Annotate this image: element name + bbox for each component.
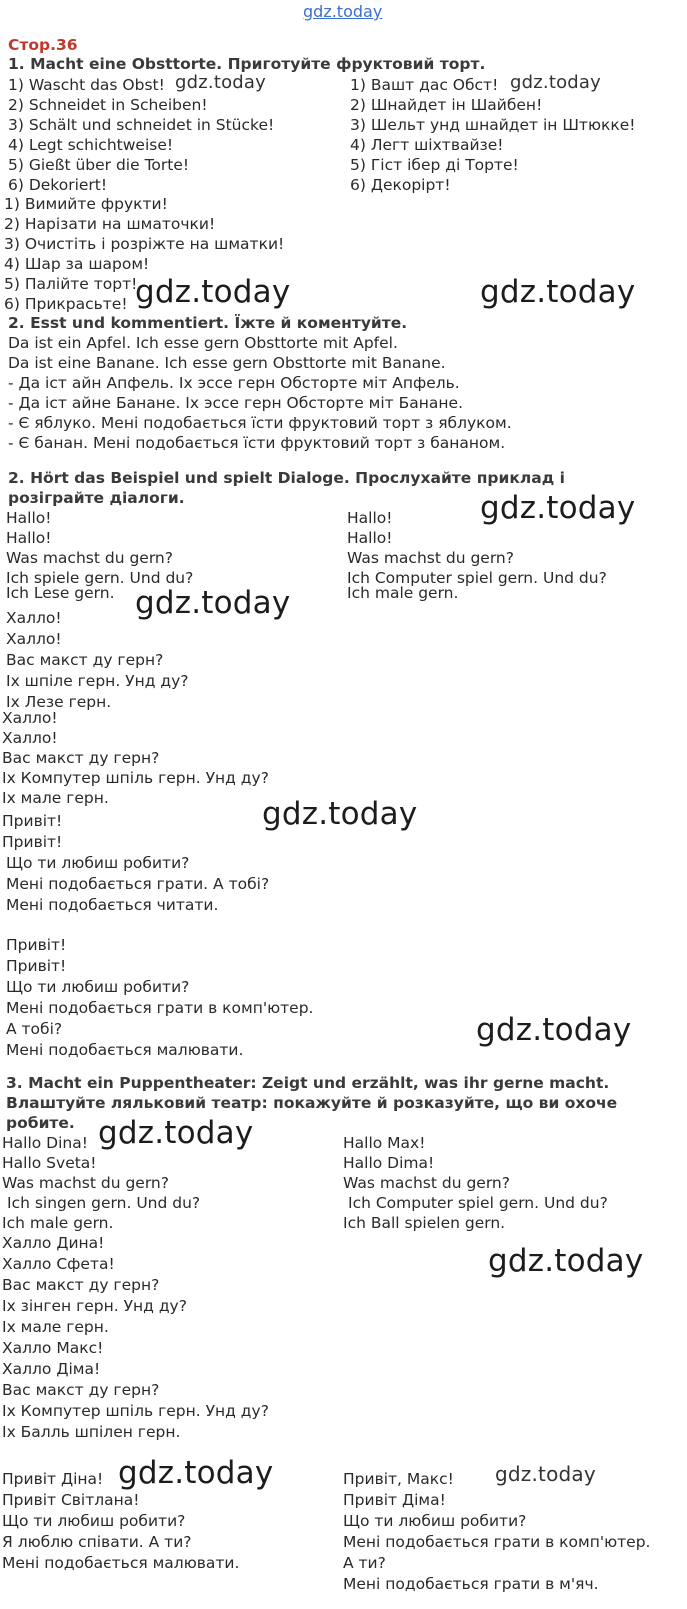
watermark: gdz.today xyxy=(135,585,291,621)
dialogue-line: Was machst du gern? xyxy=(343,1174,510,1192)
dialogue-1-transliteration xyxy=(6,608,189,713)
list-item: 1) Wascht das Obst! xyxy=(8,76,165,94)
dialogue-line: Hallo! xyxy=(6,509,52,527)
dialogue-line: Що ти любиш робити? xyxy=(6,978,190,996)
list-item: 6) Dekoriert! xyxy=(8,176,108,194)
title-line: розіграйте діалоги. xyxy=(8,489,185,507)
exercise-1-transliteration-list xyxy=(350,75,636,195)
dialogue-line: А ти? xyxy=(343,1554,386,1572)
dialogue-line: Ich Computer spiel gern. Und du? xyxy=(348,1194,608,1212)
dialogue-line: Ich spiele gern. Und du? xyxy=(6,569,194,587)
dialogue-line: Мені подобається малювати. xyxy=(2,1554,240,1572)
dialogue-line: Ich Computer spiel gern. Und du? xyxy=(347,569,607,587)
list-item: 5) Gießt über die Torte! xyxy=(8,156,190,174)
dialogue-line: Ich male gern. xyxy=(347,584,459,602)
title-line: робите. xyxy=(6,1114,75,1132)
list-item: 6) Декорірт! xyxy=(350,176,451,194)
dialogue-4-german xyxy=(343,1133,608,1233)
dialogue-4-transliteration xyxy=(2,1338,269,1443)
page-label: Стор.36 xyxy=(8,36,78,54)
dialogue-line: Халло! xyxy=(6,630,62,648)
dialogue-line: Мені подобається грати в м'яч. xyxy=(343,1575,599,1593)
dialogue-line: Ich Lese gern. xyxy=(6,584,115,602)
list-item: 2) Нарізати на шматочки! xyxy=(4,215,216,233)
dialogue-line: Was machst du gern? xyxy=(6,549,173,567)
title-line: Влаштуйте ляльковий театр: покажуйте й розказуйте, що ви охоче xyxy=(6,1094,618,1112)
list-item: 1) Вашт дас Обст! xyxy=(350,76,499,94)
dialogue-line: Hallo Dina! xyxy=(2,1134,88,1152)
dialogue-line: Вас макст ду герн? xyxy=(2,749,160,767)
dialogue-1-ukrainian xyxy=(2,811,269,916)
exercise-1-title: 1. Macht eine Obsttorte. Приготуйте фруктовий торт. xyxy=(8,55,486,73)
list-item: 4) Шар за шаром! xyxy=(4,255,150,273)
title-line: 3. Macht ein Puppentheater: Zeigt und erzählt, was ihr gerne macht. xyxy=(6,1074,610,1092)
list-item: 2) Schneidet in Scheiben! xyxy=(8,96,208,114)
watermark: gdz.today xyxy=(480,274,636,310)
dialogue-line: Ich singen gern. Und du? xyxy=(7,1194,201,1212)
dialogue-line: Hallo! xyxy=(347,529,393,547)
dialogue-line: Халло! xyxy=(6,609,62,627)
dialogue-2-ukrainian xyxy=(6,935,313,1061)
dialogue-line: Hallo Max! xyxy=(343,1134,426,1152)
dialogue-3-transliteration xyxy=(2,1233,187,1338)
dialogue-line: Was machst du gern? xyxy=(347,549,514,567)
dialogue-line: Привіт Діма! xyxy=(343,1491,446,1509)
dialogue-line: Hallo Sveta! xyxy=(2,1154,97,1172)
dialogue-line: Що ти любиш робити? xyxy=(343,1512,527,1530)
dialogue-line: Вас макст ду герн? xyxy=(2,1381,160,1399)
dialogue-line: Привіт! xyxy=(2,833,63,851)
watermark: gdz.today xyxy=(476,1012,632,1048)
exercise-1-german-list xyxy=(8,75,274,195)
dialogue-line: Іх Лезе герн. xyxy=(6,693,112,711)
dialogue-line: Халло! xyxy=(2,729,58,747)
watermark: gdz.today xyxy=(510,72,602,93)
list-item: 6) Прикрасьте! xyxy=(4,295,128,313)
exercise-2-title: 2. Esst und kommentiert. Їжте й коментуйте. xyxy=(8,314,408,332)
text-line: Da ist eine Banane. Ich esse gern Obsttorte mit Banane. xyxy=(8,354,446,372)
dialogue-line: Халло Макс! xyxy=(2,1339,104,1357)
dialogue-line: Вас макст ду герн? xyxy=(2,1276,160,1294)
dialogue-line: Що ти любиш робити? xyxy=(2,1512,186,1530)
dialogue-line: А тобі? xyxy=(6,1020,63,1038)
dialogue-line: Я люблю співати. А ти? xyxy=(2,1533,192,1551)
text-line: - Є яблуко. Мені подобається їсти фруктовий торт з яблуком. xyxy=(8,414,512,432)
list-item: 4) Легт шіхтвайзе! xyxy=(350,136,504,154)
dialogue-line: Халло Дина! xyxy=(2,1234,105,1252)
dialogue-line: Іх мале герн. xyxy=(2,1318,109,1336)
dialogue-line: Привіт! xyxy=(2,812,63,830)
dialogue-line: Привіт! xyxy=(6,936,67,954)
list-item: 2) Шнайдет ін Шайбен! xyxy=(350,96,543,114)
watermark: gdz.today xyxy=(495,1462,596,1486)
dialogue-line: Ich Ball spielen gern. xyxy=(343,1214,506,1232)
exercise-2-lines xyxy=(8,333,512,453)
dialogue-line: Hallo Dima! xyxy=(343,1154,435,1172)
text-line: - Да іст айн Апфель. Іх эссе герн Обсторте міт Апфель. xyxy=(8,374,460,392)
watermark: gdz.today xyxy=(488,1243,644,1279)
dialogue-2-transliteration xyxy=(2,708,269,808)
dialogue-line: Мені подобається малювати. xyxy=(6,1041,244,1059)
dialogue-line: Іх зінген герн. Унд ду? xyxy=(2,1297,187,1315)
dialogue-line: Hallo! xyxy=(6,529,52,547)
text-line: - Да іст айне Банане. Іх эссе герн Обсторте міт Банане. xyxy=(8,394,464,412)
watermark: gdz.today xyxy=(98,1115,254,1151)
dialogue-line: Привіт Світлана! xyxy=(2,1491,140,1509)
watermark: gdz.today xyxy=(262,796,418,832)
dialogue-line: Іх мале герн. xyxy=(2,789,109,807)
list-item: 3) Очистіть і розріжте на шматки! xyxy=(4,235,285,253)
dialogue-line: Халло Діма! xyxy=(2,1360,101,1378)
watermark: gdz.today xyxy=(175,72,267,93)
dialogue-line: Халло Сфета! xyxy=(2,1255,115,1273)
dialogue-line: Мені подобається читати. xyxy=(6,896,219,914)
list-item: 4) Legt schichtweise! xyxy=(8,136,174,154)
text-line: Da ist ein Apfel. Ich esse gern Obsttorte mit Apfel. xyxy=(8,334,398,352)
title-line: 2. Hört das Beispiel und spielt Dialoge. Прослухайте приклад і xyxy=(8,469,565,487)
watermark: gdz.today xyxy=(118,1455,274,1491)
dialogue-line: Іх Балль шпілен герн. xyxy=(2,1423,181,1441)
site-link[interactable]: gdz.today xyxy=(303,2,383,21)
watermark: gdz.today xyxy=(135,274,291,310)
dialogue-line: Hallo! xyxy=(347,509,393,527)
dialogue-line: Ich male gern. xyxy=(2,1214,114,1232)
dialogue-line: Мені подобається грати. А тобі? xyxy=(6,875,270,893)
list-item: 1) Вимийте фрукти! xyxy=(4,195,168,213)
dialogue-line: Вас макст ду герн? xyxy=(6,651,164,669)
dialogue-line: Привіт, Макс! xyxy=(343,1470,454,1488)
dialogue-line: Привіт! xyxy=(6,957,67,975)
dialogue-line: Іх шпіле герн. Унд ду? xyxy=(6,672,189,690)
list-item: 5) Палійте торт! xyxy=(4,275,138,293)
list-item: 3) Schält und schneidet in Stücke! xyxy=(8,116,275,134)
dialogue-line: Привіт Діна! xyxy=(2,1470,104,1488)
watermark: gdz.today xyxy=(480,490,636,526)
dialogue-line: Мені подобається грати в комп'ютер. xyxy=(343,1533,651,1551)
dialogue-4-ukrainian xyxy=(343,1469,650,1595)
text-line: - Є банан. Мені подобається їсти фруктовий торт з бананом. xyxy=(8,434,506,452)
dialogue-line: Мені подобається грати в комп'ютер. xyxy=(6,999,314,1017)
dialogue-line: Халло! xyxy=(2,709,58,727)
dialogue-line: Іх Компутер шпіль герн. Унд ду? xyxy=(2,1402,269,1420)
dialogue-line: Іх Компутер шпіль герн. Унд ду? xyxy=(2,769,269,787)
list-item: 3) Шельт унд шнайдет ін Штюкке! xyxy=(350,116,636,134)
list-item: 5) Гіст ібер ді Торте! xyxy=(350,156,519,174)
dialogue-line: Що ти любиш робити? xyxy=(6,854,190,872)
dialogue-line: Was machst du gern? xyxy=(2,1174,169,1192)
